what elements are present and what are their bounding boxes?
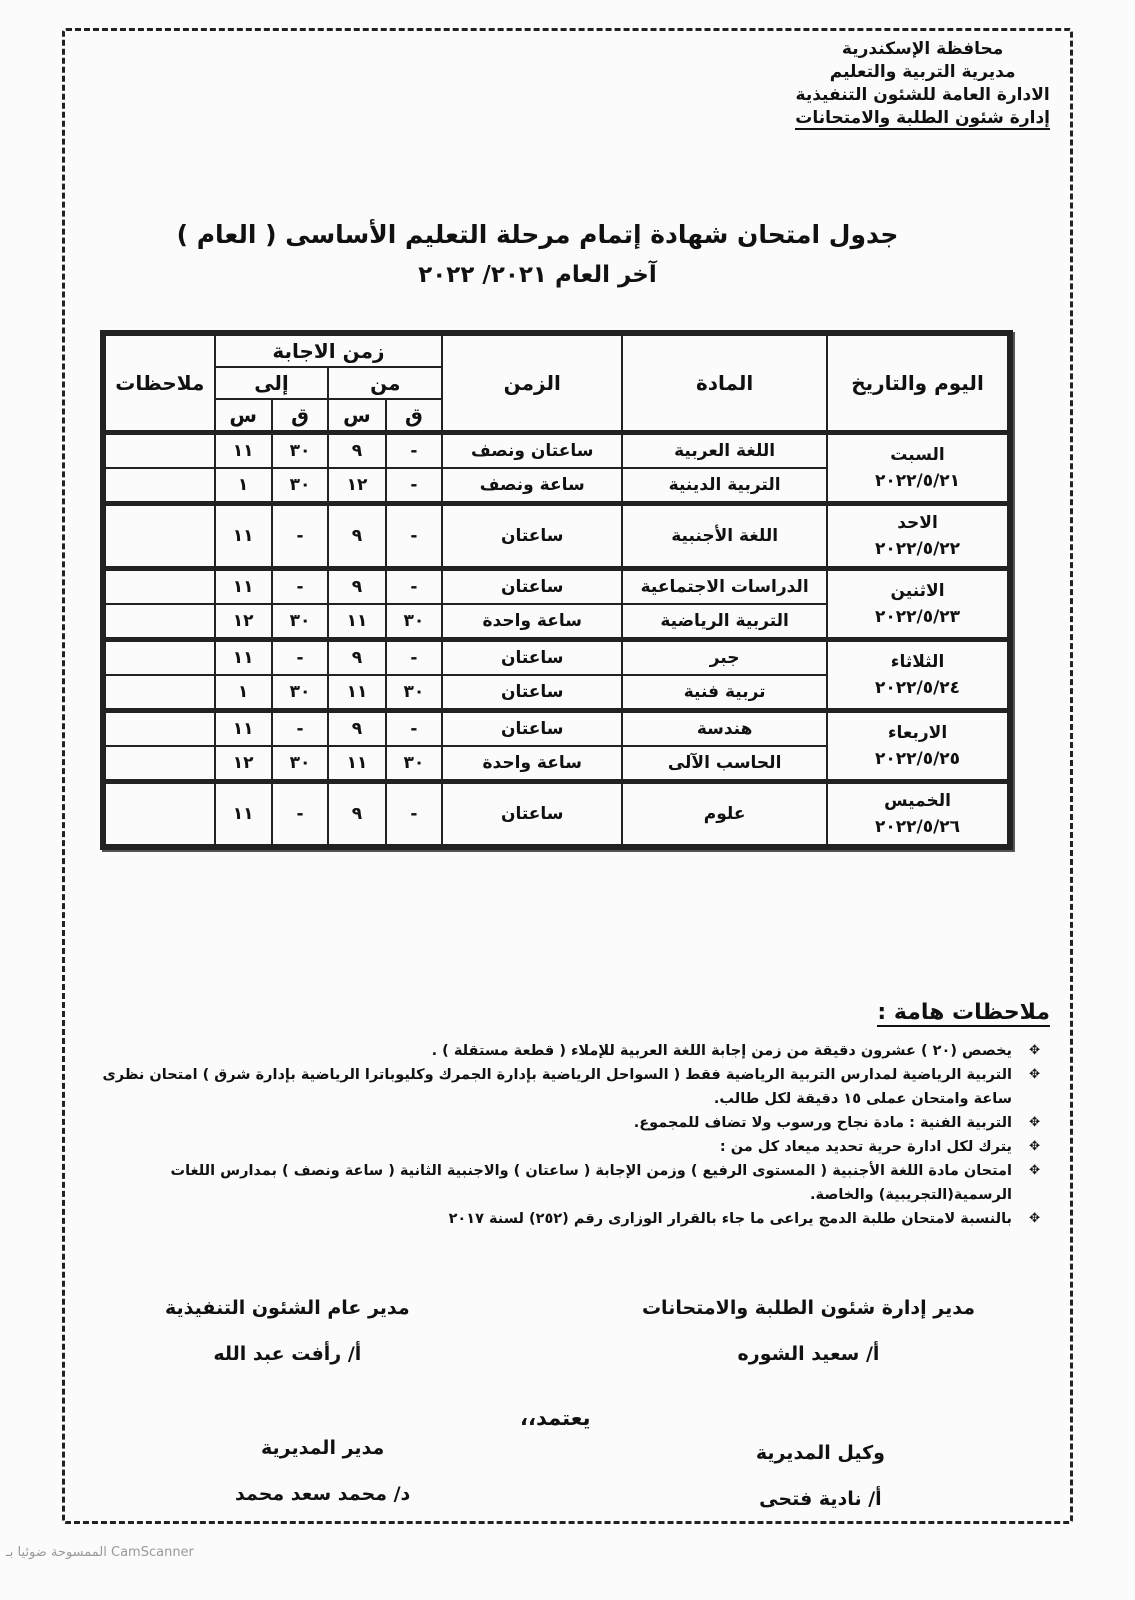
from-minute-cell: ٣٠ xyxy=(386,675,443,711)
from-minute-cell: ٣٠ xyxy=(386,746,443,782)
header-minute: ق xyxy=(272,399,329,433)
notes-title: ملاحظات هامة : xyxy=(877,1000,1050,1025)
header-line: محافظة الإسكندرية xyxy=(841,39,1004,59)
from-minute-cell: ٣٠ xyxy=(386,604,443,640)
title-sub: آخر العام ٢٠٢١/ ٢٠٢٢ xyxy=(418,262,657,288)
from-hour-cell: ٩ xyxy=(328,782,385,846)
notes-cell xyxy=(105,569,215,605)
day-name: السبت xyxy=(890,445,945,465)
signature-name: د/ محمد سعد محمد xyxy=(235,1483,411,1505)
date: ٢٠٢٢/٥/٢٤ xyxy=(874,678,961,698)
from-minute-cell: - xyxy=(386,640,443,676)
header-hour: س xyxy=(328,399,385,433)
to-minute-cell: ٣٠ xyxy=(272,433,329,469)
date: ٢٠٢٢/٥/٢١ xyxy=(874,471,961,491)
header-minute: ق xyxy=(386,399,443,433)
duration-cell: ساعتان xyxy=(442,782,622,846)
table-row xyxy=(105,433,1008,469)
to-hour-cell: ١١ xyxy=(215,711,272,747)
signature-name: أ/ نادية فتحى xyxy=(759,1488,882,1510)
to-minute-cell: - xyxy=(272,504,329,569)
date: ٢٠٢٢/٥/٢٣ xyxy=(874,607,961,627)
header-hour: س xyxy=(215,399,272,433)
duration-cell: ساعتان xyxy=(442,569,622,605)
from-hour-cell: ٩ xyxy=(328,711,385,747)
header-day: اليوم والتاريخ xyxy=(827,335,1008,433)
header-line: الادارة العامة للشئون التنفيذية xyxy=(795,85,1050,105)
notes-cell xyxy=(105,746,215,782)
signature-name: أ/ رأفت عبد الله xyxy=(213,1343,362,1365)
notes-cell xyxy=(105,675,215,711)
to-minute-cell: ٣٠ xyxy=(272,675,329,711)
subject-cell: الدراسات الاجتماعية xyxy=(622,569,827,605)
header-line: إدارة شئون الطلبة والامتحانات xyxy=(795,108,1050,128)
notes-cell xyxy=(105,468,215,504)
notes-cell xyxy=(105,604,215,640)
notes-cell xyxy=(105,782,215,846)
header-from: من xyxy=(328,367,442,399)
subject-cell: جبر xyxy=(622,640,827,676)
from-minute-cell: - xyxy=(386,504,443,569)
date: ٢٠٢٢/٥/٢٥ xyxy=(874,749,961,769)
duration-cell: ساعة ونصف xyxy=(442,468,622,504)
day-date-cell xyxy=(827,782,1008,846)
to-hour-cell: ١١ xyxy=(215,504,272,569)
subject-cell: علوم xyxy=(622,782,827,846)
day-name: الاثنين xyxy=(890,581,945,601)
subject-cell: التربية الدينية xyxy=(622,468,827,504)
to-hour-cell: ١ xyxy=(215,468,272,504)
from-hour-cell: ١١ xyxy=(328,604,385,640)
note-item: ✥ التربية الفنية : مادة نجاح ورسوب ولا تضاف للمجموع. xyxy=(90,1111,1050,1135)
to-minute-cell: - xyxy=(272,711,329,747)
note-item: ✥ يخصص (٢٠ ) عشرون دقيقة من زمن إجابة اللغة العربية للإملاء ( قطعة مستقلة ) . xyxy=(90,1039,1050,1063)
notes-cell xyxy=(105,504,215,569)
signature-title: وكيل المديرية xyxy=(755,1442,885,1464)
duration-cell: ساعة واحدة xyxy=(442,604,622,640)
duration-cell: ساعتان xyxy=(442,711,622,747)
from-minute-cell: - xyxy=(386,569,443,605)
day-name: الاحد xyxy=(897,513,938,533)
note-item: ✥ امتحان مادة اللغة الأجنبية ( المستوى الرفيع ) وزمن الإجابة ( ساعتان ) والاجنبية الثانية ( ساعة ونصف ) بمدارس اللغات الرسمية(التجريبية) والخاصة. xyxy=(90,1159,1050,1207)
note-item: ✥ يترك لكل ادارة حرية تحديد ميعاد كل من : xyxy=(90,1135,1050,1159)
day-name: الاربعاء xyxy=(887,723,948,743)
header-duration: الزمن xyxy=(442,335,622,433)
table-row xyxy=(105,504,1008,569)
day-date-cell xyxy=(827,504,1008,569)
date: ٢٠٢٢/٥/٢٦ xyxy=(874,817,961,837)
to-hour-cell: ١١ xyxy=(215,433,272,469)
signature-title: مدير المديرية xyxy=(260,1437,385,1459)
day-date-cell xyxy=(827,569,1008,640)
to-minute-cell: ٣٠ xyxy=(272,468,329,504)
day-date-cell xyxy=(827,433,1008,504)
notes-cell xyxy=(105,640,215,676)
notes-cell xyxy=(105,433,215,469)
approval-label: يعتمد،، xyxy=(520,1406,591,1430)
from-hour-cell: ٩ xyxy=(328,569,385,605)
date: ٢٠٢٢/٥/٢٢ xyxy=(874,539,961,559)
notes-cell xyxy=(105,711,215,747)
day-date-cell xyxy=(827,711,1008,782)
letterhead xyxy=(795,38,1050,130)
table-row xyxy=(105,640,1008,676)
from-hour-cell: ٩ xyxy=(328,433,385,469)
from-minute-cell: - xyxy=(386,468,443,504)
subject-cell: اللغة العربية xyxy=(622,433,827,469)
table-row xyxy=(105,569,1008,605)
from-minute-cell: - xyxy=(386,433,443,469)
to-hour-cell: ١١ xyxy=(215,569,272,605)
subject-cell: التربية الرياضية xyxy=(622,604,827,640)
to-minute-cell: - xyxy=(272,569,329,605)
duration-cell: ساعتان ونصف xyxy=(442,433,622,469)
header-line: مديرية التربية والتعليم xyxy=(829,62,1016,82)
duration-cell: ساعتان xyxy=(442,504,622,569)
from-minute-cell: - xyxy=(386,711,443,747)
from-hour-cell: ٩ xyxy=(328,640,385,676)
header-to: إلى xyxy=(215,367,329,399)
from-hour-cell: ١٢ xyxy=(328,468,385,504)
to-hour-cell: ١١ xyxy=(215,782,272,846)
header-subject: المادة xyxy=(622,335,827,433)
to-hour-cell: ١٢ xyxy=(215,746,272,782)
from-hour-cell: ١١ xyxy=(328,746,385,782)
header-notes: ملاحظات xyxy=(105,335,215,433)
duration-cell: ساعة واحدة xyxy=(442,746,622,782)
exam-schedule-table xyxy=(100,330,1013,850)
to-minute-cell: ٣٠ xyxy=(272,746,329,782)
subject-cell: تربية فنية xyxy=(622,675,827,711)
note-item: ✥ التربية الرياضية لمدارس التربية الرياضية فقط ( السواحل الرياضية بإدارة الجمرك وكليوباترا الرياضية بإدارة شرق ) امتحان نظرى ساعة وامتحان عملى ١٥ دقيقة لكل طالب. xyxy=(90,1063,1050,1111)
table-row xyxy=(105,711,1008,747)
from-hour-cell: ١١ xyxy=(328,675,385,711)
to-hour-cell: ١١ xyxy=(215,640,272,676)
signature-director xyxy=(235,1425,410,1517)
header-answer-time: زمن الاجابة xyxy=(215,335,443,367)
title-main: جدول امتحان شهادة إتمام مرحلة التعليم الأساسى ( العام ) xyxy=(176,220,899,249)
note-item: ✥ بالنسبة لامتحان طلبة الدمج يراعى ما جاء بالقرار الوزارى رقم (٢٥٢) لسنة ٢٠١٧ xyxy=(90,1207,1050,1231)
subject-cell: الحاسب الآلى xyxy=(622,746,827,782)
important-notes xyxy=(90,1000,1050,1231)
document-title xyxy=(0,215,1135,295)
signature-title: مدير إدارة شئون الطلبة والامتحانات xyxy=(641,1297,975,1319)
signature-name: أ/ سعيد الشوره xyxy=(737,1343,880,1365)
to-hour-cell: ١٢ xyxy=(215,604,272,640)
signature-students-affairs xyxy=(642,1285,975,1377)
signature-title: مدير عام الشئون التنفيذية xyxy=(165,1297,410,1319)
day-name: الخميس xyxy=(884,791,951,811)
table-row xyxy=(105,782,1008,846)
signature-general-exec xyxy=(165,1285,410,1377)
day-date-cell xyxy=(827,640,1008,711)
to-minute-cell: - xyxy=(272,640,329,676)
to-hour-cell: ١ xyxy=(215,675,272,711)
subject-cell: هندسة xyxy=(622,711,827,747)
subject-cell: اللغة الأجنبية xyxy=(622,504,827,569)
to-minute-cell: ٣٠ xyxy=(272,604,329,640)
from-hour-cell: ٩ xyxy=(328,504,385,569)
to-minute-cell: - xyxy=(272,782,329,846)
duration-cell: ساعتان xyxy=(442,675,622,711)
duration-cell: ساعتان xyxy=(442,640,622,676)
signature-deputy xyxy=(756,1430,885,1522)
from-minute-cell: - xyxy=(386,782,443,846)
scanner-watermark: الممسوحة ضوئيا بـ CamScanner xyxy=(6,1545,194,1560)
day-name: الثلاثاء xyxy=(890,652,945,672)
